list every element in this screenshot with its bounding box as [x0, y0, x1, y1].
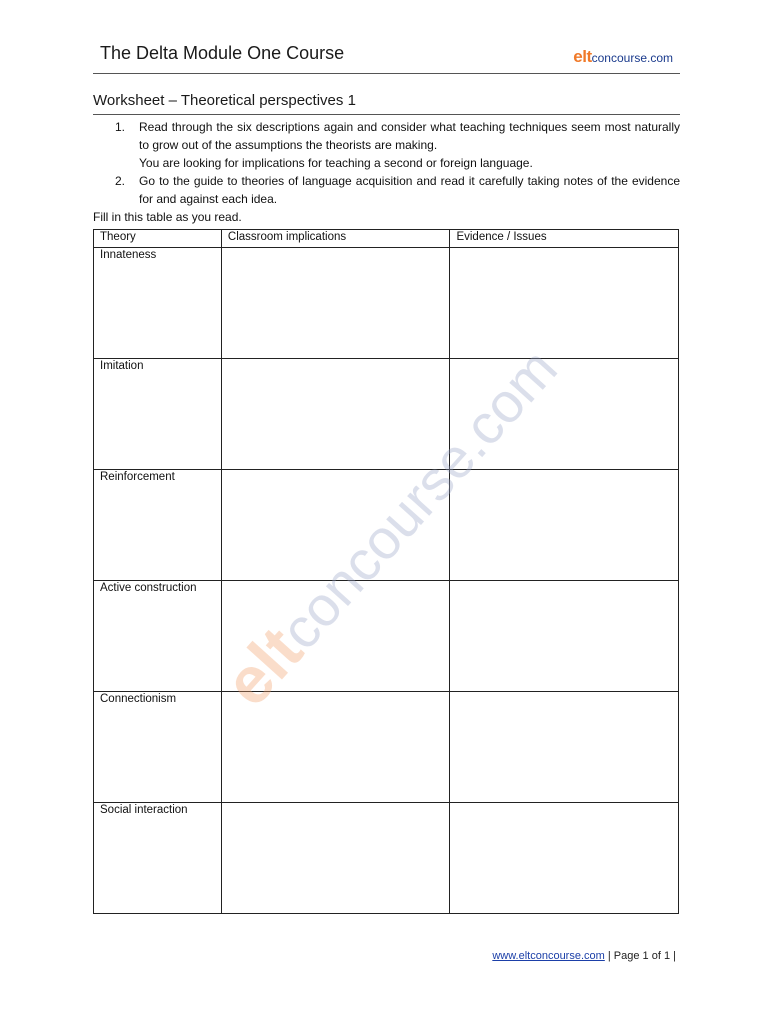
- implications-cell[interactable]: [221, 359, 450, 470]
- site-logo: [573, 47, 673, 67]
- instruction-subtext: You are looking for implications for teaching a second or foreign language.: [139, 156, 533, 170]
- evidence-cell[interactable]: [450, 248, 679, 359]
- evidence-cell[interactable]: [450, 581, 679, 692]
- evidence-cell[interactable]: [450, 692, 679, 803]
- implications-cell[interactable]: [221, 803, 450, 914]
- theory-cell: Reinforcement: [94, 470, 222, 581]
- theory-cell: Innateness: [94, 248, 222, 359]
- evidence-cell[interactable]: [450, 470, 679, 581]
- footer-separator: |: [670, 950, 676, 962]
- instruction-item: [93, 118, 680, 172]
- header-evidence-issues: Evidence / Issues: [450, 230, 679, 248]
- table-row: [94, 248, 679, 359]
- table-header-row: [94, 230, 679, 248]
- instruction-text: Read through the six descriptions again and consider what teaching techniques seem most naturally to grow out of the assumptions the theorists are making.: [139, 120, 680, 152]
- instruction-number: 2.: [115, 174, 126, 188]
- instruction-text: Go to the guide to theories of language acquisition and read it carefully taking notes of the evidence for and against each idea.: [139, 174, 680, 206]
- header-classroom-implications: Classroom implications: [221, 230, 450, 248]
- theory-cell: Imitation: [94, 359, 222, 470]
- footer-website-link[interactable]: www.eltconcourse.com: [492, 950, 605, 962]
- implications-cell[interactable]: [221, 470, 450, 581]
- theory-table: [93, 229, 679, 914]
- header-theory: Theory: [94, 230, 222, 248]
- watermark-domain-text: concourse.com: [267, 336, 569, 661]
- logo-domain-text: concourse.com: [591, 51, 673, 65]
- page-footer: [492, 950, 676, 962]
- worksheet-divider: [93, 114, 680, 115]
- instruction-number: 1.: [115, 120, 126, 134]
- fill-in-note: Fill in this table as you read.: [93, 210, 242, 224]
- watermark-elt-text: elt: [209, 612, 317, 720]
- table-row: [94, 359, 679, 470]
- evidence-cell[interactable]: [450, 359, 679, 470]
- table-row: [94, 692, 679, 803]
- instruction-item: [93, 172, 680, 208]
- header-divider: [93, 73, 680, 74]
- implications-cell[interactable]: [221, 581, 450, 692]
- implications-cell[interactable]: [221, 248, 450, 359]
- theory-cell: Active construction: [94, 581, 222, 692]
- evidence-cell[interactable]: [450, 803, 679, 914]
- page-number: Page 1 of 1: [613, 950, 671, 962]
- instructions-list: [93, 118, 680, 208]
- theory-cell: Connectionism: [94, 692, 222, 803]
- table-row: [94, 470, 679, 581]
- table-row: [94, 803, 679, 914]
- worksheet-title: Worksheet – Theoretical perspectives 1: [93, 92, 356, 109]
- logo-elt-text: elt: [573, 47, 592, 66]
- footer-separator: |: [604, 950, 614, 962]
- theory-cell: Social interaction: [94, 803, 222, 914]
- course-title: The Delta Module One Course: [100, 43, 345, 63]
- implications-cell[interactable]: [221, 692, 450, 803]
- table-row: [94, 581, 679, 692]
